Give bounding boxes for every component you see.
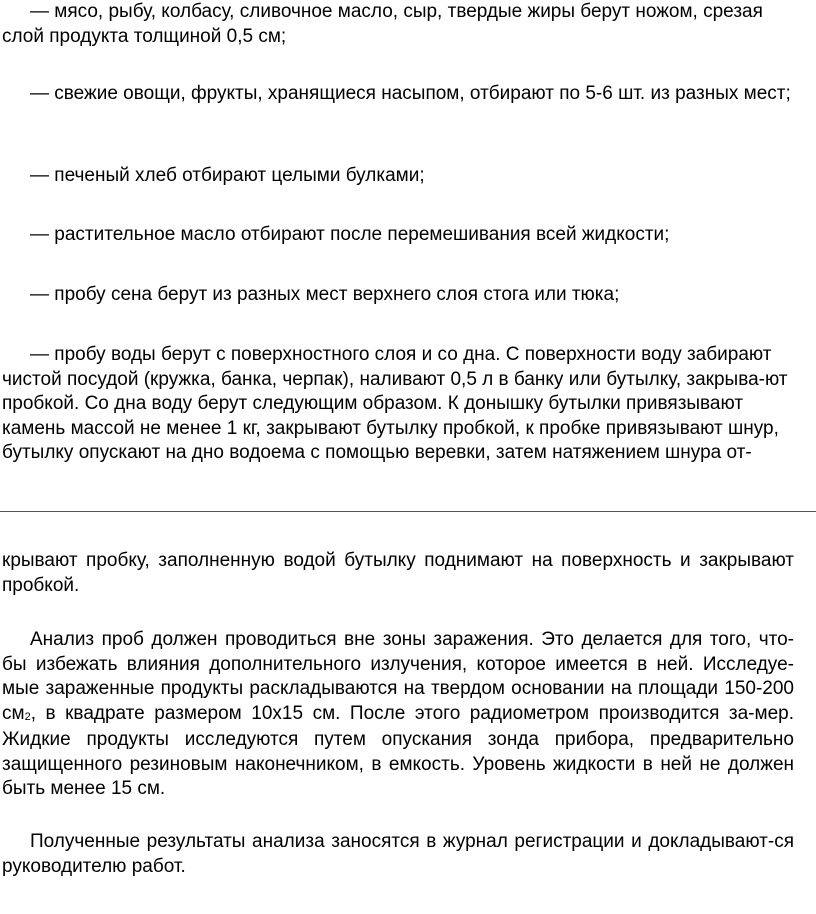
superscript-2: 2 [24,710,31,723]
paragraph-continuation: крывают пробку, заполненную водой бутылку поднимают на поверхность и закрывают пробкой. [2,550,794,596]
paragraph-vegetables-fruits: — свежие овощи, фрукты, хранящиеся насыпом, отбирают по 5-6 шт. из разных мест; [30,83,791,104]
page-break-divider [0,511,816,512]
paragraph-vegetable-oil: — растительное масло отбирают после перемешивания всей жидкости; [30,224,670,245]
paragraph-meat-fish: — мясо, рыбу, колбасу, сливочное масло, сыр, твердые жиры берут ножом, срезая слой продукта толщиной 0,5 см; [2,1,763,47]
paragraph-water-sample: — пробу воды берут с поверхностного слоя и со дна. С поверхности воду забирают чистой посудой (кружка, банка, черпак), наливают 0,5 л в банку или бутылку, закрыва-ют пробкой. Со дна воду берут следующим образом. К донышку бутылки привязывают камень массой не менее 1 кг, закрывают бутылку пробкой, к пробке привязывают шнур, бутылку опускают на дно водоема с помощью веревки, затем натяжением шнура от- [2,344,788,463]
analysis-text-part1: Анализ проб должен проводиться вне зоны заражения. Это делается для того, что-бы избежать влияния дополнительного излучения, которое имеется в ней. Исследуе-мые зараженные продукты раскладываются на твердом основании на площади 150-200 см [2,629,794,724]
analysis-text-part2: , в квадрате размером 10х15 см. После этого радиометром производится за-мер. Жидкие продукты исследуются путем опускания зонда прибора, предварительно защищенного резиновым наконечником, в емкость. Уровень жидкости в ней не должен быть менее 15 см. [2,702,794,799]
paragraph-analysis [2,628,794,802]
paragraph-hay: — пробу сена берут из разных мест верхнего слоя стога или тюка; [30,284,620,305]
paragraph-bread: — печеный хлеб отбирают целыми булками; [30,165,425,186]
paragraph-results: Полученные результаты анализа заносятся в журнал регистрации и докладывают-ся руководителю работ. [2,831,794,877]
